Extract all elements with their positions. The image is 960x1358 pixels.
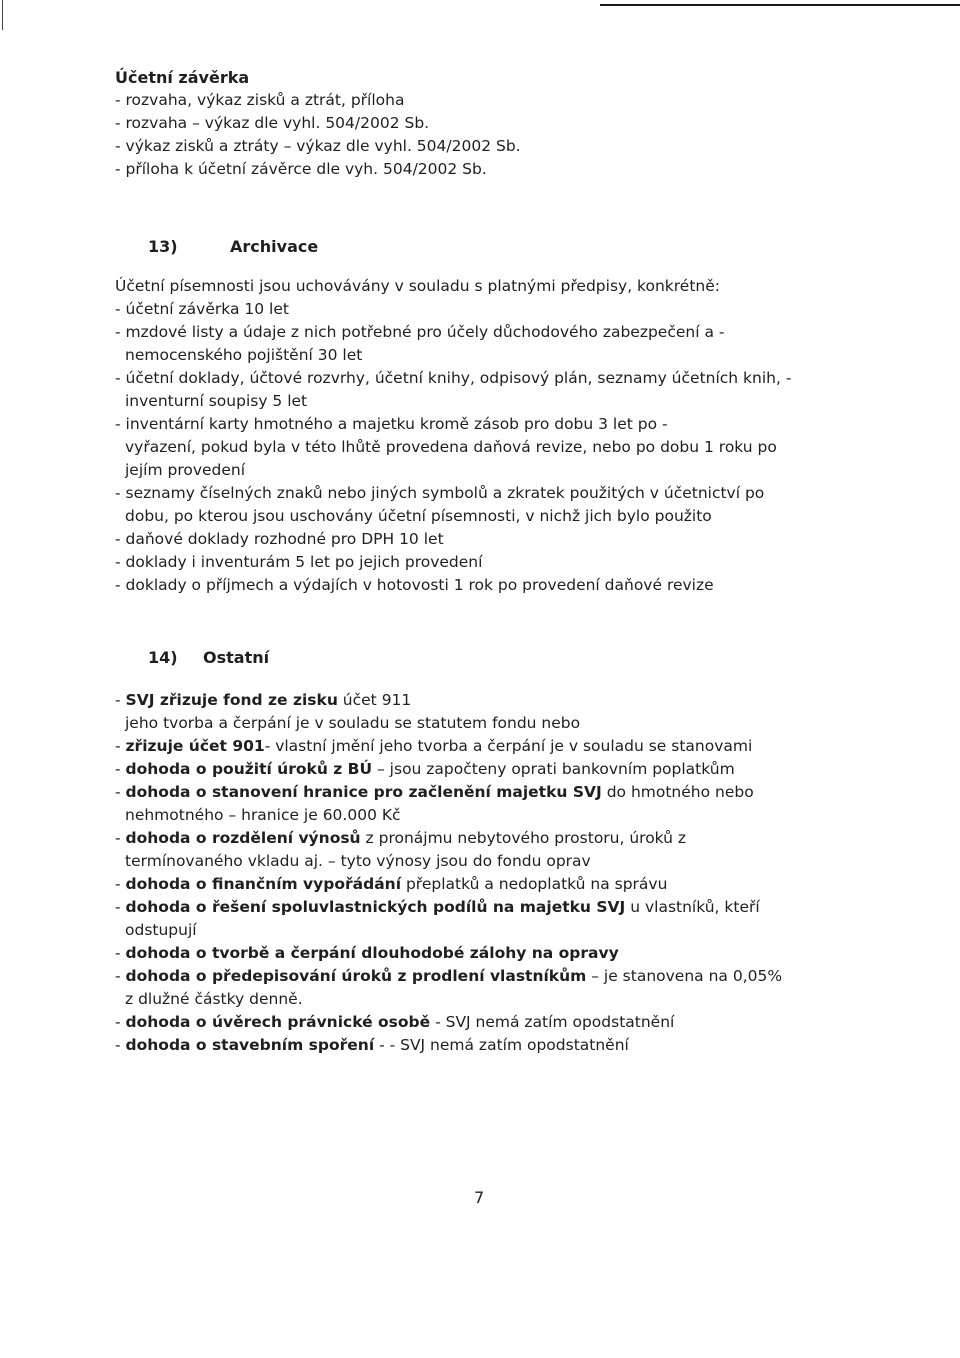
scan-edge-mark <box>2 0 3 30</box>
other-item <box>115 873 835 896</box>
archiving-item: - účetní doklady, účtové rozvrhy, účetní knihy, odpisový plán, seznamy účetních knih, - <box>115 369 792 387</box>
item-bold-text: zřizuje účet 901 <box>125 737 265 755</box>
other-item-continued <box>115 804 835 827</box>
page-number: 7 <box>474 1188 485 1207</box>
item-bold-text: dohoda o finančním vypořádání <box>125 875 402 893</box>
item-text: jeho tvorba a čerpání je v souladu se statutem fondu nebo <box>125 714 581 732</box>
item-dash: - <box>115 967 126 985</box>
scan-edge-line <box>600 4 960 6</box>
item-bold-text: dohoda o rozdělení výnosů <box>125 829 361 847</box>
item-bold-text: dohoda o úvěrech právnické osobě <box>125 1013 431 1031</box>
accounts-section <box>115 66 835 181</box>
accounts-line: - rozvaha, výkaz zisků a ztrát, příloha <box>115 91 405 109</box>
item-dash: - <box>115 760 126 778</box>
other-item <box>115 689 835 712</box>
accounts-line: - výkaz zisků a ztráty – výkaz dle vyhl. 504/2002 Sb. <box>115 137 521 155</box>
other-item-continued <box>115 850 835 873</box>
item-text: do hmotného nebo <box>601 783 754 801</box>
item-dash: - <box>115 875 126 893</box>
other-item-continued <box>115 988 835 1011</box>
item-text: z pronájmu nebytového prostoru, úroků z <box>360 829 687 847</box>
archiving-item: - inventární karty hmotného a majetku kromě zásob pro dobu 3 let po - <box>115 415 668 433</box>
section-13-title: Archivace <box>230 237 319 256</box>
archiving-intro: Účetní písemnosti jsou uchovávány v souladu s platnými předpisy, konkrétně: <box>115 277 720 295</box>
item-dash: - <box>115 944 126 962</box>
section-14-title: Ostatní <box>203 648 270 667</box>
other-item <box>115 781 835 804</box>
archiving-item: - účetní závěrka 10 let <box>115 300 289 318</box>
item-bold-text: dohoda o předepisování úroků z prodlení vlastníkům <box>125 967 587 985</box>
item-bold-text: dohoda o stavebním spoření <box>125 1036 375 1054</box>
item-text: – jsou započteny oprati bankovním poplatkům <box>372 760 735 778</box>
other-item-continued <box>115 919 835 942</box>
archiving-section <box>115 275 835 597</box>
archiving-item: - daňové doklady rozhodné pro DPH 10 let <box>115 530 444 548</box>
other-item <box>115 1011 835 1034</box>
accounts-line: - rozvaha – výkaz dle vyhl. 504/2002 Sb. <box>115 114 430 132</box>
item-bold-text: dohoda o řešení spoluvlastnických podílů na majetku SVJ <box>125 898 626 916</box>
item-text: - vlastní jmění jeho tvorba a čerpání je v souladu se stanovami <box>264 737 753 755</box>
item-text: odstupují <box>125 921 197 939</box>
archiving-item: - doklady i inventurám 5 let po jejich provedení <box>115 553 483 571</box>
item-bold-text: dohoda o použití úroků z BÚ <box>125 760 373 778</box>
other-item <box>115 1034 835 1057</box>
archiving-item: - seznamy číselných znaků nebo jiných symbolů a zkratek použitých v účetnictví po <box>115 484 765 502</box>
item-text: přeplatků a nedoplatků na správu <box>401 875 668 893</box>
accounts-title: Účetní závěrka <box>115 68 250 87</box>
archiving-item-continued: dobu, po kterou jsou uschovány účetní písemnosti, v nichž jich bylo použito <box>125 507 712 525</box>
item-text: u vlastníků, kteří <box>625 898 760 916</box>
archiving-item-continued: inventurní soupisy 5 let <box>125 392 308 410</box>
other-item <box>115 735 835 758</box>
archiving-item-continued: nemocenského pojištění 30 let <box>125 346 363 364</box>
item-dash: - <box>115 898 126 916</box>
section-14-heading <box>148 646 269 669</box>
item-text: nehmotného – hranice je 60.000 Kč <box>125 806 401 824</box>
other-item-continued <box>115 712 835 735</box>
accounts-line: - příloha k účetní závěrce dle vyh. 504/2002 Sb. <box>115 160 487 178</box>
item-dash: - <box>115 783 126 801</box>
section-14-number: 14) <box>148 648 178 667</box>
other-item <box>115 965 835 988</box>
archiving-item: - mzdové listy a údaje z nich potřebné pro účely důchodového zabezpečení a - <box>115 323 725 341</box>
item-dash: - <box>115 1013 126 1031</box>
other-section <box>115 689 835 1057</box>
other-item <box>115 942 835 965</box>
item-text: účet 911 <box>337 691 412 709</box>
item-bold-text: dohoda o tvorbě a čerpání dlouhodobé zálohy na opravy <box>125 944 619 962</box>
other-item <box>115 827 835 850</box>
item-text: termínovaného vkladu aj. – tyto výnosy jsou do fondu oprav <box>125 852 591 870</box>
section-13-number: 13) <box>148 237 178 256</box>
item-dash: - <box>115 1036 126 1054</box>
archiving-item-continued: jejím provedení <box>125 461 246 479</box>
other-item <box>115 896 835 919</box>
item-text: – je stanovena na 0,05% <box>586 967 783 985</box>
section-13-heading <box>148 235 318 258</box>
archiving-item-continued: vyřazení, pokud byla v této lhůtě provedena daňová revize, nebo po dobu 1 roku po <box>125 438 777 456</box>
other-item <box>115 758 835 781</box>
item-text: - SVJ nemá zatím opodstatnění <box>430 1013 675 1031</box>
item-dash: - <box>115 829 126 847</box>
archiving-item: - doklady o příjmech a výdajích v hotovosti 1 rok po provedení daňové revize <box>115 576 714 594</box>
item-bold-text: dohoda o stanovení hranice pro začlenění majetku SVJ <box>125 783 602 801</box>
item-text: z dlužné částky denně. <box>125 990 303 1008</box>
item-bold-text: SVJ zřizuje fond ze zisku <box>125 691 338 709</box>
item-dash: - <box>115 691 126 709</box>
item-dash: - <box>115 737 126 755</box>
item-text: - - SVJ nemá zatím opodstatnění <box>374 1036 629 1054</box>
